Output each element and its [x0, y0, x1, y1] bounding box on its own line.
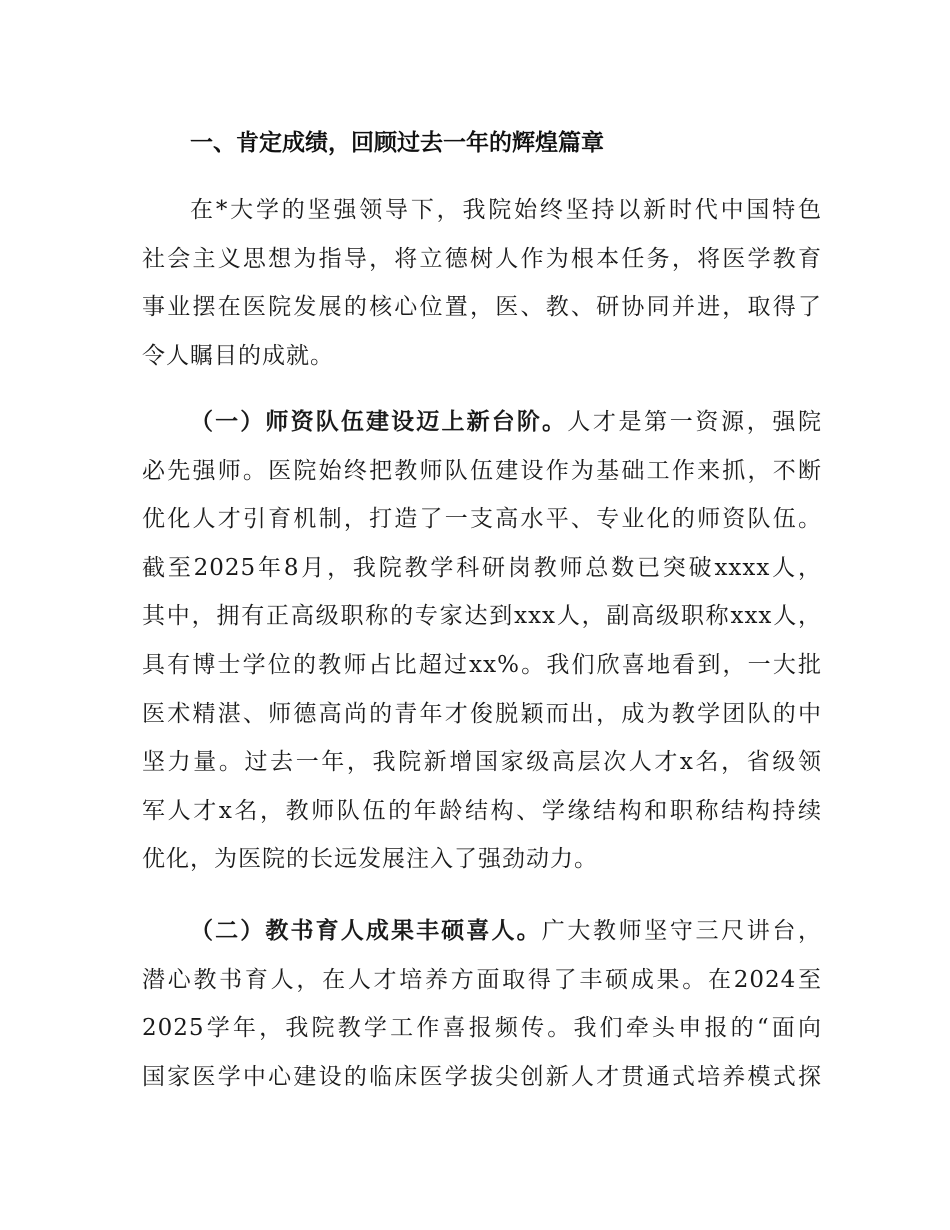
paragraph-line: 在*大学的坚强领导下，我院始终坚持以新时代中国特色 — [190, 197, 822, 223]
paragraph-line: 事业摆在医院发展的核心位置，医、教、研协同并进，取得了 — [142, 294, 822, 321]
paragraph-line: 潜心教书育人，在人才培养方面取得了丰硕成果。在2024至 — [142, 966, 822, 993]
paragraph-line: 国家医学中心建设的临床医学拔尖创新人才贯通式培养模式探 — [142, 1063, 822, 1090]
paragraph-line: 优化人才引育机制，打造了一支高水平、专业化的师资队伍。 — [142, 506, 822, 533]
paragraph-line: 2025学年，我院教学工作喜报频传。我们牵头申报的“面向 — [142, 1015, 822, 1042]
paragraph-line: 截至2025年8月，我院教学科研岗教师总数已突破xxxx人， — [142, 554, 822, 581]
paragraph-line: 具有博士学位的教师占比超过xx%。我们欣喜地看到，一大批 — [142, 651, 822, 678]
paragraph-line: 优化，为医院的长远发展注入了强劲动力。 — [142, 846, 598, 873]
paragraph-line: 坚力量。过去一年，我院新增国家级高层次人才x名，省级领 — [142, 749, 822, 776]
intro-paragraph — [142, 186, 822, 380]
paragraph-line: 其中，拥有正高级职称的专家达到xxx人，副高级职称xxx人， — [142, 603, 822, 630]
paragraph-line: 军人才x名，教师队伍的年龄结构、学缘结构和职称结构持续 — [142, 797, 822, 824]
paragraph-line: 必先强师。医院始终把教师队伍建设作为基础工作来抓，不断 — [142, 457, 822, 484]
teaching-paragraph — [142, 907, 822, 1101]
paragraph-line: 社会主义思想为指导，将立德树人作为根本任务，将医学教育 — [142, 245, 822, 272]
paragraph-first-line — [142, 398, 822, 447]
subsection-title: （一）师资队伍建设迈上新台阶。 — [190, 409, 568, 435]
section-heading: 一、肯定成绩，回顾过去一年的辉煌篇章 — [190, 130, 604, 156]
paragraph-first-line — [142, 907, 822, 956]
subsection-title: （二）教书育人成果丰硕喜人。 — [190, 918, 542, 944]
paragraph-text: 人才是第一资源，强院 — [567, 409, 823, 435]
paragraph-line: 医术精湛、师德高尚的青年才俊脱颖而出，成为教学团队的中 — [142, 700, 822, 727]
faculty-paragraph — [142, 398, 822, 884]
paragraph-line: 令人瞩目的成就。 — [142, 342, 334, 369]
paragraph-text: 广大教师坚守三尺讲台， — [541, 918, 822, 944]
